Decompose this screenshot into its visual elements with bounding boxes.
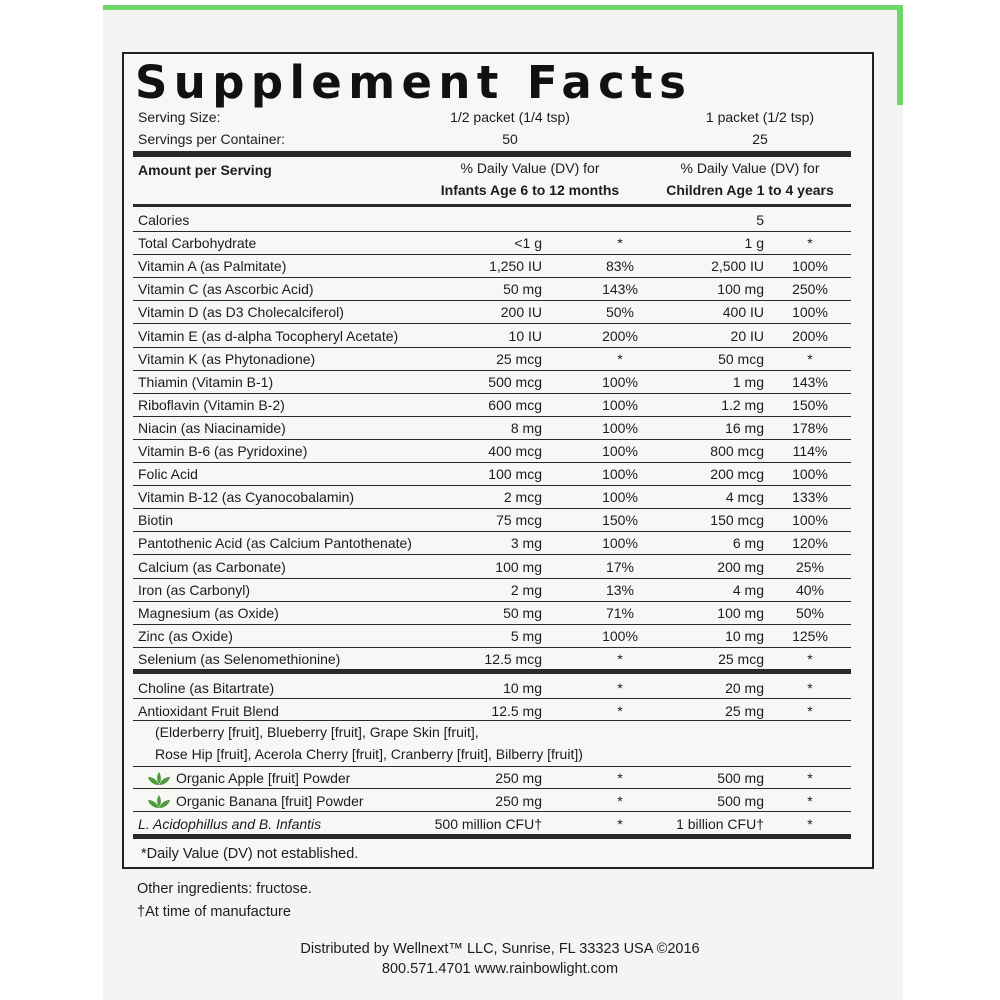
infant-dv: 100%	[602, 535, 638, 551]
serving-size-label: Serving Size:	[138, 109, 221, 125]
row-divider	[133, 462, 851, 463]
child-amount: 50 mcg	[718, 351, 764, 367]
row-divider	[133, 393, 851, 394]
row-divider	[133, 720, 851, 721]
infant-dv: 100%	[602, 628, 638, 644]
child-dv: 250%	[792, 281, 828, 297]
green-edge-side	[897, 5, 903, 105]
infant-dv: *	[617, 351, 623, 367]
infant-amount: 600 mcg	[488, 397, 542, 413]
child-amount: 150 mcg	[710, 512, 764, 528]
child-amount: 800 mcg	[710, 443, 764, 459]
child-dv: 114%	[792, 443, 828, 459]
child-amount: 1.2 mg	[721, 397, 764, 413]
child-amount: 500 mg	[717, 793, 764, 809]
infant-dv: 100%	[602, 489, 638, 505]
child-dv: *	[807, 816, 813, 832]
infant-dv: 71%	[605, 605, 635, 621]
infant-amount: 1,250 IU	[489, 258, 542, 274]
child-dv: 120%	[792, 535, 828, 551]
child-amount: 500 mg	[717, 770, 764, 786]
row-divider	[133, 788, 851, 789]
infant-amount: 10 mg	[503, 680, 542, 696]
infant-amount: 500 mcg	[488, 374, 542, 390]
infant-age-group: Infants Age 6 to 12 months	[440, 182, 620, 198]
infant-amount: 50 mg	[503, 605, 542, 621]
row-divider	[133, 277, 851, 278]
blend-detail-line: (Elderberry [fruit], Blueberry [fruit], Grape Skin [fruit],	[155, 724, 479, 740]
infant-dv: 100%	[602, 443, 638, 459]
child-amount: 1 billion CFU†	[676, 816, 764, 832]
child-dv: *	[807, 235, 813, 251]
infant-dv: *	[617, 793, 623, 809]
infant-amount: 100 mcg	[488, 466, 542, 482]
child-amount: 16 mg	[725, 420, 764, 436]
child-dv: 133%	[792, 489, 828, 505]
child-dv: 25%	[795, 559, 825, 575]
nutrient-name: Niacin (as Niacinamide)	[138, 420, 286, 436]
infant-amount: 400 mcg	[488, 443, 542, 459]
infant-amount: 12.5 mg	[491, 703, 542, 719]
thick-rule-bottom	[133, 834, 851, 839]
child-amount: 1 g	[744, 235, 764, 251]
nutrient-name: Choline (as Bitartrate)	[138, 680, 275, 696]
row-divider	[133, 624, 851, 625]
infant-dv: 83%	[605, 258, 635, 274]
child-amount: 200 mcg	[710, 466, 764, 482]
child-amount: 1 mg	[732, 374, 764, 390]
child-dv: 100%	[792, 258, 828, 274]
thick-rule-middle	[133, 669, 851, 674]
servings-per-container-label: Servings per Container:	[138, 131, 286, 147]
child-dv: *	[807, 770, 813, 786]
servings-per-container-child: 25	[752, 131, 768, 147]
infant-amount: 25 mcg	[496, 351, 542, 367]
child-amount: 100 mg	[717, 605, 764, 621]
child-dv: 100%	[792, 466, 828, 482]
infant-amount: 250 mg	[495, 793, 542, 809]
manufacture-note: †At time of manufacture	[137, 904, 291, 920]
nutrient-name: Thiamin (Vitamin B-1)	[138, 374, 274, 390]
infant-dv: 13%	[605, 582, 635, 598]
servings-per-container-infant: 50	[502, 131, 518, 147]
infant-amount: 10 IU	[508, 328, 542, 344]
child-amount: 20 mg	[725, 680, 764, 696]
row-divider	[133, 531, 851, 532]
infant-dv: 100%	[602, 374, 638, 390]
child-dv: 143%	[792, 374, 828, 390]
row-divider	[133, 578, 851, 579]
nutrient-name: Total Carbohydrate	[138, 235, 257, 251]
infant-dv: 17%	[605, 559, 635, 575]
supplement-facts-title: Supplement Facts	[135, 56, 693, 109]
nutrient-name: Biotin	[138, 512, 174, 528]
contact-line: 800.571.4701 www.rainbowlight.com	[381, 961, 619, 977]
nutrient-name: Zinc (as Oxide)	[138, 628, 233, 644]
nutrient-name: Antioxidant Fruit Blend	[138, 703, 279, 719]
infant-amount: 100 mg	[495, 559, 542, 575]
child-dv: 100%	[792, 512, 828, 528]
child-dv: 125%	[792, 628, 828, 644]
nutrient-name: Vitamin A (as Palmitate)	[138, 258, 287, 274]
child-dv: 150%	[792, 397, 828, 413]
row-divider	[133, 300, 851, 301]
nutrient-name: Organic Apple [fruit] Powder	[176, 770, 351, 786]
infant-dv: *	[617, 235, 623, 251]
child-dv: 50%	[795, 605, 825, 621]
infant-dv: *	[617, 680, 623, 696]
row-divider	[133, 766, 851, 767]
child-amount: 4 mg	[732, 582, 764, 598]
nutrient-name: Iron (as Carbonyl)	[138, 582, 251, 598]
amount-per-serving-label: Amount per Serving	[138, 162, 272, 178]
nutrient-name: L. Acidophillus and B. Infantis	[138, 816, 322, 832]
infant-amount: 8 mg	[510, 420, 542, 436]
row-divider	[133, 698, 851, 699]
row-divider	[133, 601, 851, 602]
leaf-icon	[147, 771, 171, 787]
child-amount: 5	[756, 212, 764, 228]
nutrient-name: Folic Acid	[138, 466, 198, 482]
row-divider	[133, 416, 851, 417]
child-amount: 400 IU	[722, 304, 764, 320]
nutrient-name: Vitamin B-6 (as Pyridoxine)	[138, 443, 308, 459]
nutrient-name: Vitamin E (as d-alpha Tocopheryl Acetate)	[138, 328, 399, 344]
green-edge-top	[103, 5, 903, 10]
child-amount: 100 mg	[717, 281, 764, 297]
infant-dv: 100%	[602, 466, 638, 482]
row-divider	[133, 647, 851, 648]
nutrient-name: Calcium (as Carbonate)	[138, 559, 286, 575]
infant-dv: 143%	[602, 281, 638, 297]
child-amount: 200 mg	[717, 559, 764, 575]
child-dv: 178%	[792, 420, 828, 436]
serving-size-infant: 1/2 packet (1/4 tsp)	[450, 109, 570, 125]
nutrient-name: Pantothenic Acid (as Calcium Pantothenate)	[138, 535, 412, 551]
infant-dv: 200%	[602, 328, 638, 344]
infant-amount: 75 mcg	[496, 512, 542, 528]
child-dv: *	[807, 351, 813, 367]
infant-dv: *	[617, 703, 623, 719]
footnote-dv: *Daily Value (DV) not established.	[141, 846, 359, 862]
dv-for-children: % Daily Value (DV) for	[680, 160, 820, 176]
row-divider	[133, 485, 851, 486]
child-amount: 4 mcg	[725, 489, 764, 505]
infant-amount: 2 mg	[510, 582, 542, 598]
infant-dv: *	[617, 816, 623, 832]
dv-for-infants: % Daily Value (DV) for	[460, 160, 600, 176]
row-divider	[133, 254, 851, 255]
leaf-icon	[147, 794, 171, 810]
row-divider	[133, 370, 851, 371]
infant-amount: <1 g	[514, 235, 542, 251]
child-dv: *	[807, 793, 813, 809]
row-divider	[133, 508, 851, 509]
infant-amount: 250 mg	[495, 770, 542, 786]
child-amount: 2,500 IU	[711, 258, 764, 274]
child-dv: 200%	[792, 328, 828, 344]
infant-dv: 100%	[602, 397, 638, 413]
infant-dv: 150%	[602, 512, 638, 528]
infant-amount: 12.5 mcg	[484, 651, 542, 667]
infant-amount: 200 IU	[500, 304, 542, 320]
child-dv: 40%	[795, 582, 825, 598]
infant-dv: 50%	[605, 304, 635, 320]
distributor-line: Distributed by Wellnext™ LLC, Sunrise, FL 33323 USA ©2016	[300, 941, 700, 957]
child-dv: 100%	[792, 304, 828, 320]
nutrient-name: Vitamin K (as Phytonadione)	[138, 351, 316, 367]
child-dv: *	[807, 680, 813, 696]
serving-size-child: 1 packet (1/2 tsp)	[705, 109, 815, 125]
child-amount: 6 mg	[732, 535, 764, 551]
nutrient-name: Selenium (as Selenomethionine)	[138, 651, 341, 667]
row-divider	[133, 554, 851, 555]
nutrient-name: Vitamin D (as D3 Cholecalciferol)	[138, 304, 344, 320]
nutrient-name: Vitamin C (as Ascorbic Acid)	[138, 281, 314, 297]
child-amount: 20 IU	[730, 328, 764, 344]
thick-rule-top	[133, 151, 851, 157]
nutrient-name: Riboflavin (Vitamin B-2)	[138, 397, 285, 413]
child-dv: *	[807, 703, 813, 719]
nutrient-name: Vitamin B-12 (as Cyanocobalamin)	[138, 489, 355, 505]
child-age-group: Children Age 1 to 4 years	[666, 182, 834, 198]
row-divider	[133, 347, 851, 348]
row-divider	[133, 811, 851, 812]
child-amount: 25 mcg	[718, 651, 764, 667]
nutrient-name: Magnesium (as Oxide)	[138, 605, 279, 621]
infant-dv: 100%	[602, 420, 638, 436]
nutrient-name: Calories	[138, 212, 190, 228]
child-dv: *	[807, 651, 813, 667]
other-ingredients: Other ingredients: fructose.	[137, 881, 312, 897]
child-amount: 10 mg	[725, 628, 764, 644]
row-divider	[133, 439, 851, 440]
infant-dv: *	[617, 651, 623, 667]
infant-amount: 50 mg	[503, 281, 542, 297]
infant-amount: 3 mg	[510, 535, 542, 551]
nutrient-name: Organic Banana [fruit] Powder	[176, 793, 364, 809]
row-divider	[133, 231, 851, 232]
infant-amount: 5 mg	[510, 628, 542, 644]
infant-amount: 2 mcg	[503, 489, 542, 505]
rule-under-header	[133, 204, 851, 207]
child-amount: 25 mg	[725, 703, 764, 719]
row-divider	[133, 323, 851, 324]
infant-dv: *	[617, 770, 623, 786]
infant-amount: 500 million CFU†	[434, 816, 542, 832]
blend-detail-line: Rose Hip [fruit], Acerola Cherry [fruit], Cranberry [fruit], Bilberry [fruit])	[155, 746, 583, 762]
